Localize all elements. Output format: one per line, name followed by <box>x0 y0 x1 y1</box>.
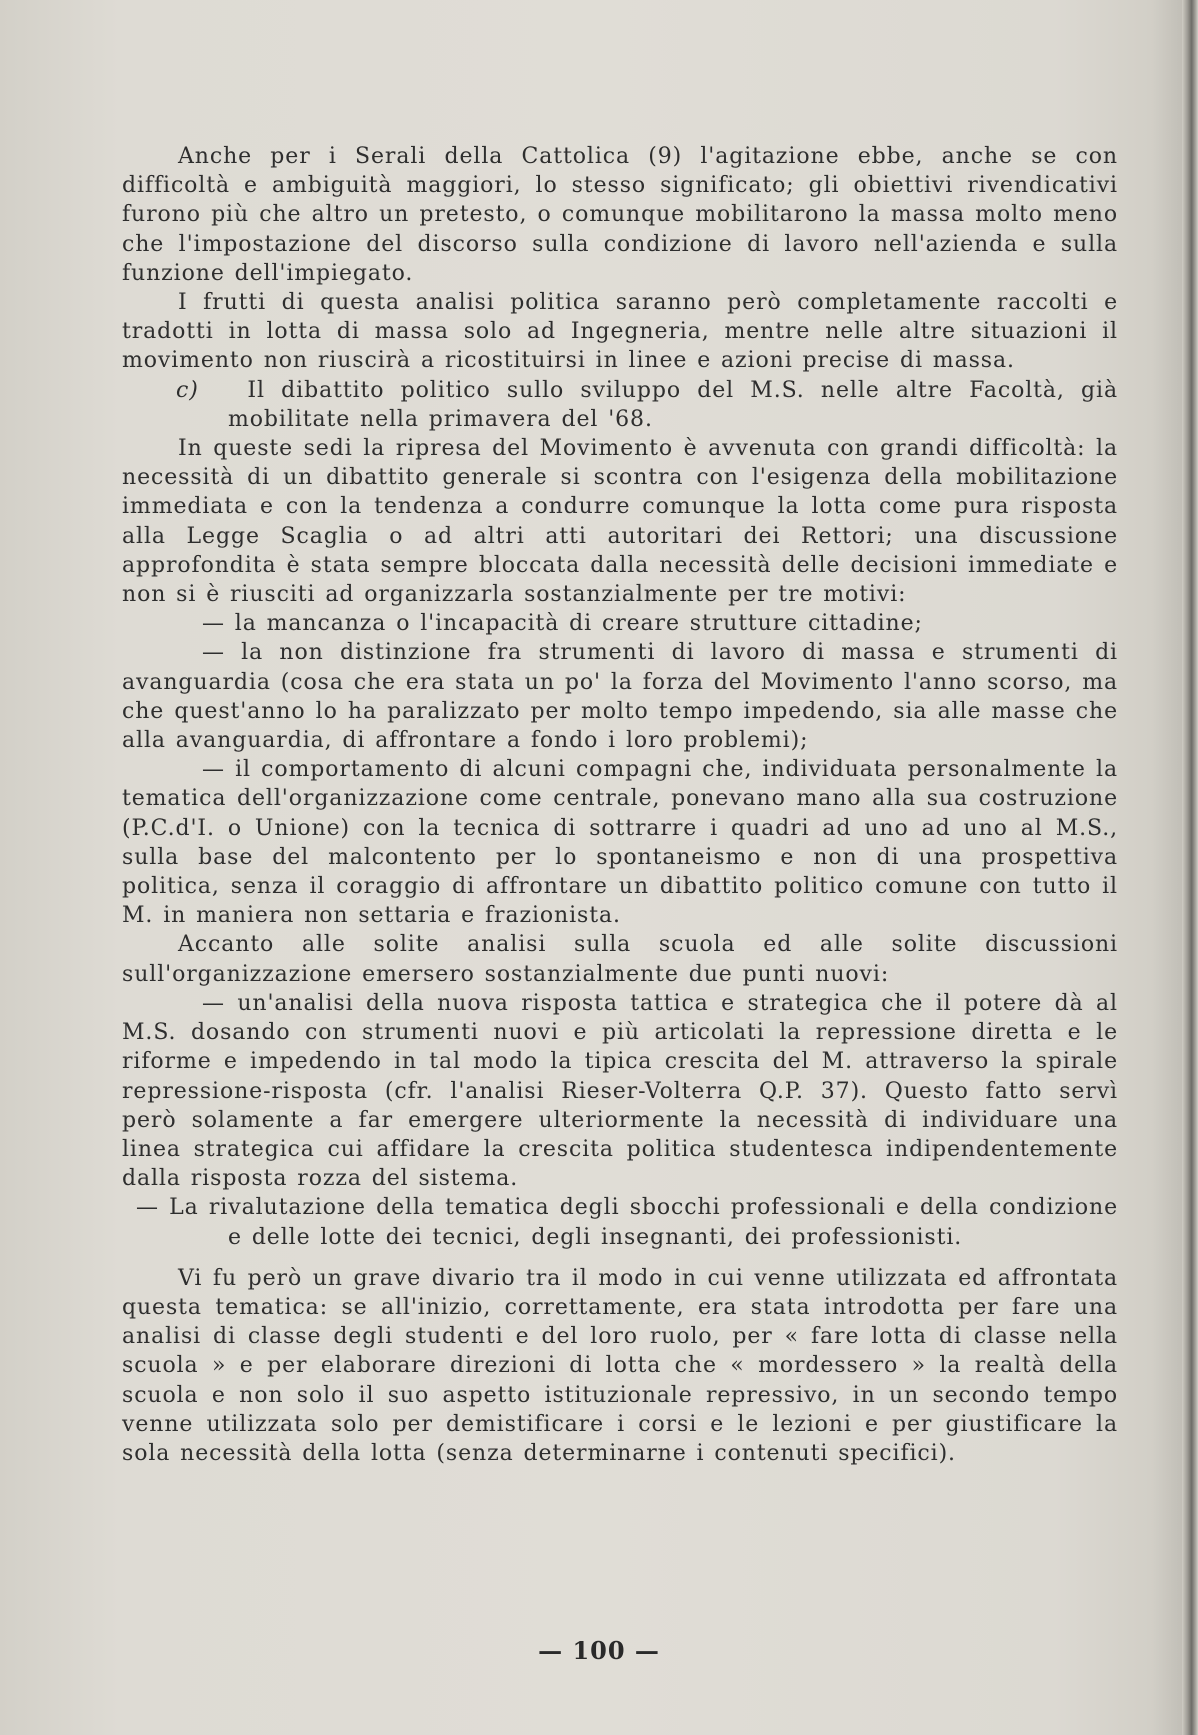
section-label: c) <box>176 377 199 403</box>
dash-item: — la non distinzione fra strumenti di lavoro di massa e strumenti di avanguardia (cosa che era stata un po' la forza del Movimento l'anno scorso, ma che quest'anno lo ha paralizzato per molto tempo impedendo, sia alle masse che alla avanguardia, di affrontare a fondo i loro problemi); <box>122 640 1118 754</box>
paragraph: In queste sedi la ripresa del Movimento è avvenuta con grandi difficoltà: la necessità di un dibattito generale si scontra con l'esigenza della mobilitazione immediata e con la tendenza a condurre comunque la lotta come pura risposta alla Legge Scaglia o ad altri atti autoritari dei Rettori; una discussione approfondita è stata sempre bloccata dalla necessità delle decisioni immediate e non si è riusciti ad organizzarla sostanzialmente per tre motivi: <box>122 436 1118 608</box>
paragraph: Accanto alle solite analisi sulla scuola ed alle solite discussioni sull'organizzazione emersero sostanzialmente due punti nuovi: <box>122 932 1118 987</box>
section-heading <box>122 376 1118 434</box>
page-body <box>122 142 1118 1468</box>
paragraph: Anche per i Serali della Cattolica (9) l'agitazione ebbe, anche se con difficoltà e ambiguità maggiori, lo stesso significato; gli obiettivi rivendicativi furono più che altro un pretesto, o comunque mobilitarono la massa molto meno che l'impostazione del discorso sulla condizione di lavoro nell'azienda e sulla funzione dell'impiegato. <box>122 144 1118 286</box>
paragraph: I frutti di questa analisi politica saranno però completamente raccolti e tradotti in lotta di massa solo ad Ingegneria, mentre nelle altre situazioni il movimento non riuscirà a ricostituirsi in linee e azioni precise di massa. <box>122 290 1118 374</box>
paragraph: Vi fu però un grave divario tra il modo in cui venne utilizzata ed affrontata questa tematica: se all'inizio, correttamente, era stata introdotta per fare una analisi di classe degli studenti e del loro ruolo, per « fare lotta di classe nella scuola » e per elaborare direzioni di lotta che « mordessero » la realtà della scuola e non solo il suo aspetto istituzionale repressivo, in un secondo tempo venne utilizzata solo per demistificare i corsi e le lezioni e per giustificare la sola necessità della lotta (senza determinarne i contenuti specifici). <box>122 1265 1118 1466</box>
section-title: Il dibattito politico sullo sviluppo del M.S. nelle altre Facoltà, già mobilitate nella primavera del '68. <box>228 377 1118 432</box>
page-number: — 100 — <box>538 1636 660 1665</box>
dash-item: — un'analisi della nuova risposta tattica e strategica che il potere dà al M.S. dosando con strumenti nuovi e più articolati la repressione diretta e le riforme e impedendo in tal modo la tipica crescita del M. attraverso la spirale repressione-risposta (cfr. l'analisi Rieser-Volterra Q.P. 37). Questo fatto servì però solamente a far emergere ulteriormente la necessità di individuare una linea strategica cui affidare la crescita politica studentesca indipendentemente dalla risposta rozza del sistema. <box>122 990 1118 1192</box>
dash-item: — La rivalutazione della tematica degli sbocchi professionali e della condizione e delle lotte dei tecnici, degli insegnanti, dei professionisti. <box>136 1195 1118 1250</box>
dash-item: — la mancanza o l'incapacità di creare strutture cittadine; <box>202 611 923 637</box>
dash-item: — il comportamento di alcuni compagni che, individuata personalmente la tematica dell'organizzazione come centrale, ponevano mano alla sua costruzione (P.C.d'I. o Unione) con la tecnica di sottrarre i quadri ad uno ad uno al M.S., sulla base del malcontento per lo spontaneismo e non di una prospettiva politica, senza il coraggio di affrontare un dibattito politico comune con tutto il M. in maniera non settaria e frazionista. <box>122 757 1118 929</box>
spine-shadow <box>1152 0 1182 1735</box>
book-spine <box>1182 0 1198 1735</box>
